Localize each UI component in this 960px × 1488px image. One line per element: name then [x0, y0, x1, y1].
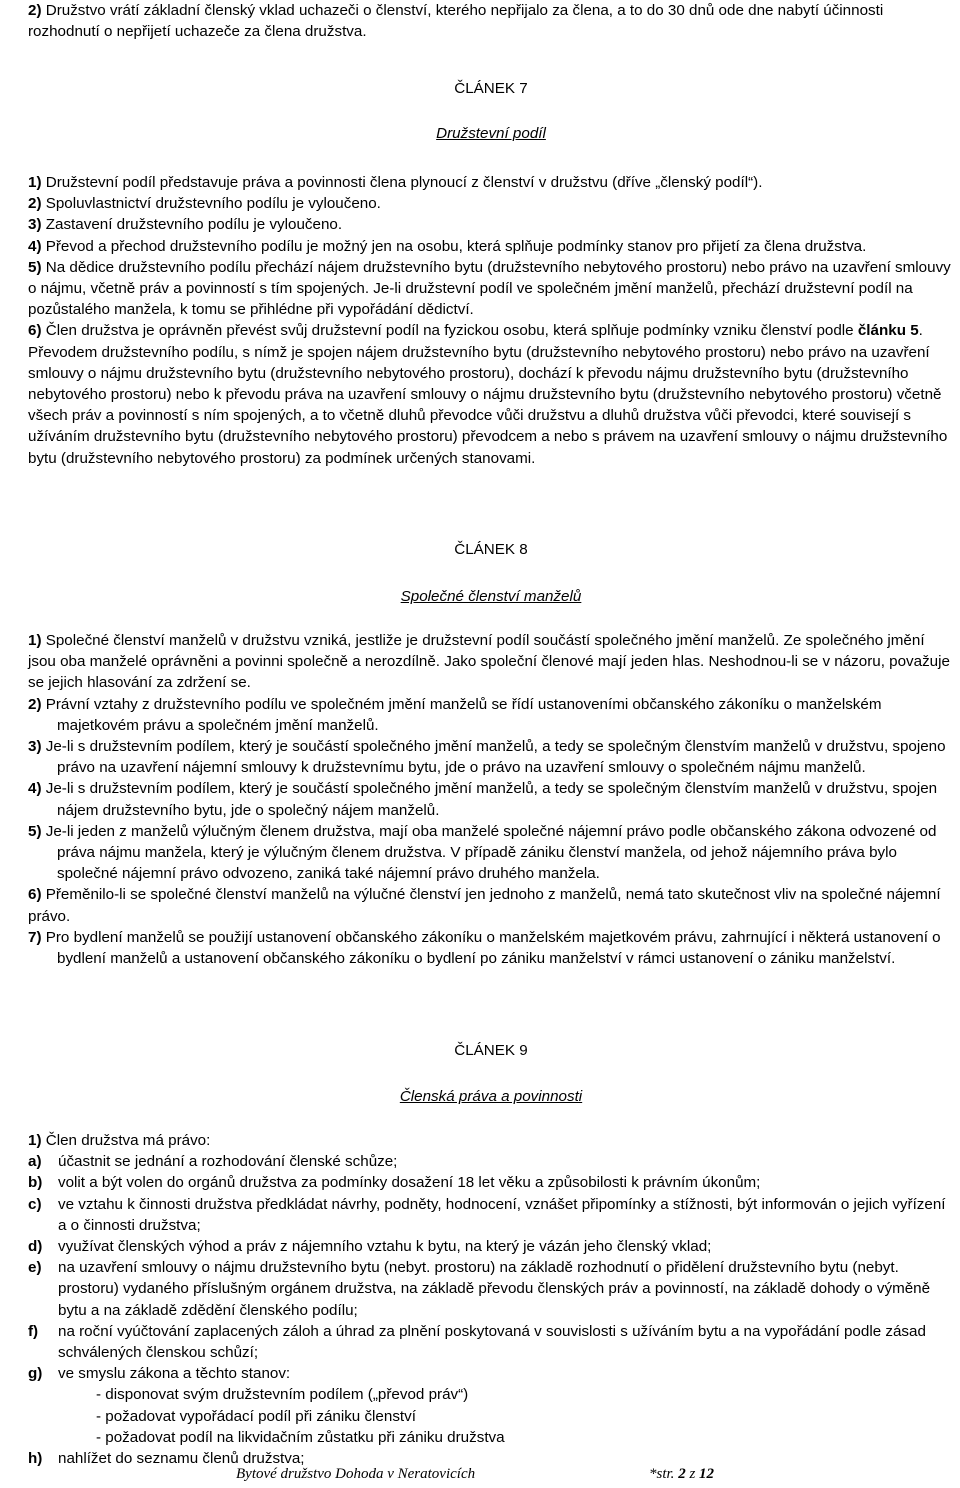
article-7-title: Družstevní podíl: [436, 125, 546, 142]
sub-list-item: - požadovat podíl na likvidačním zůstatku při zániku družstva: [96, 1428, 505, 1446]
list-item: h) nahlížet do seznamu členů družstva;: [28, 1450, 305, 1468]
sub-list-item: - disponovat svým družstevním podílem („převod práv“): [96, 1386, 469, 1404]
article-9-body: 1) Člen družstva má právo: a) účastnit se jednání a rozhodování členské schůze; b) volit a být volen do orgánů družstva za podmínky dosažení 18 let věku a způsobilosti k právním úkonům; c) ve vztahu k činnosti družstva předkládat návrhy, podněty, hodnocení, vznášet připomínky a stížnosti, být informován o jejich vyřízení a o činnosti družstva; d) využívat členských výhod a práv z nájemního vztahu k bytu, na který je vázán jeho členský vklad; e) na uzavření smlouvy o nájmu družstevního bytu (nebyt. prostoru) na základě rozhodnutí o přidělení družstevního bytu (nebyt. prostoru) vydaného příslušným orgánem družstva, na základě převodu členských práv a povinností, na základě dohody o výměně bytu a na základě zdědění členského podílu; f) na roční vyúčtování zaplacených záloh a úhrad za plnění poskytovaná v souvislosti s užíváním bytu a na vypořádání podle zásad schválených členskou schůzí; g) ve smyslu zákona a těchto stanov: - disponovat svým družstevním podílem („převod práv“) - požadovat vypořádací podíl při zániku členství - požadovat podíl na likvidačním zůstatku při zániku družstva h) nahlížet do seznamu členů družstva;: [28, 1130, 954, 1469]
list-item: f) na roční vyúčtování zaplacených záloh a úhrad za plnění poskytovaná v souvislosti s užíváním bytu a na vypořádání podle zásad schválených členskou schůzí;: [28, 1322, 926, 1362]
article-9-heading: ČLÁNEK 9: [454, 1042, 528, 1059]
footer-organization: Bytové družstvo Dohoda v Neratovicích: [236, 1466, 476, 1482]
page-number: *str. 2 z 12: [649, 1466, 715, 1482]
list-item: a) účastnit se jednání a rozhodování členské schůze;: [28, 1153, 398, 1171]
list-item: e) na uzavření smlouvy o nájmu družstevního bytu (nebyt. prostoru) na základě rozhodnutí o přidělení družstevního bytu (nebyt. prostoru) vydaného příslušným orgánem družstva, na základě převodu členských práv a povinností, na základě dohody o výměně bytu a na základě zdědění členského podílu;: [28, 1259, 931, 1319]
article-8-title: Společné členství manželů: [400, 588, 582, 605]
list-item: d) využívat členských výhod a práv z nájemního vztahu k bytu, na který je vázán jeho členský vklad;: [28, 1238, 712, 1256]
article-7-body: 1) Družstevní podíl představuje práva a povinnosti člena plynoucí z členství v družstvu (dříve „členský podíl“). 2) Spoluvlastnictví družstevního podílu je vyloučeno. 3) Zastavení družstevního podílu je vyloučeno. 4) Převod a přechod družstevního podílu je možný jen na osobu, která splňuje podmínky stanov pro přijetí za člena družstva. 5) Na dědice družstevního podílu přechází nájem družstevního bytu (družstevního nebytového prostoru) nebo právo na uzavření smlouvy o nájmu, včetně práv a povinností s tím spojených. Je-li družstevní podíl ve společném jmění manželů, přechází družstevní podíl na pozůstalého manžela, k tomu se přihlédne při vypořádání dědictví. 6) Člen družstva je oprávněn převést svůj družstevní podíl na fyzickou osobu, která splňuje podmínky vzniku členství podle článku 5. Převodem družstevního podílu, s nímž je spojen nájem družstevního bytu (družstevního nebytového prostoru) nebo právo na uzavření smlouvy o nájmu družstevního bytu (družstevního nebytového prostoru), dochází k převodu nájmu družstevního bytu (družstevního nebytového prostoru) nebo k převodu práva na uzavření smlouvy o nájmu družstevního bytu (družstevního nebytového prostoru) včetně všech práv a povinností s ním spojených, a to včetně dluhů převodce vůči družstvu a dluhů družstva vůči převodci, které souvisejí s užíváním družstevního bytu (družstevního nebytového prostoru) převodcem a nebo s právem na uzavření smlouvy o nájmu družstevního bytu (družstevního nebytového prostoru) za podmínek určených stanovami.: [28, 174, 951, 467]
article-9-title: Členská práva a povinnosti: [399, 1088, 583, 1105]
page-footer: [236, 1466, 715, 1483]
article-8-heading: ČLÁNEK 8: [454, 541, 528, 558]
article-7-heading: ČLÁNEK 7: [454, 80, 528, 97]
list-item: g) ve smyslu zákona a těchto stanov:: [28, 1365, 291, 1383]
list-item: c) ve vztahu k činnosti družstva předkládat návrhy, podněty, hodnocení, vznášet připomínky a stížnosti, být informován o jejich vyřízení a o činnosti družstva;: [28, 1195, 946, 1234]
list-item: b) volit a být volen do orgánů družstva za podmínky dosažení 18 let věku a způsobilosti k právním úkonům;: [28, 1174, 761, 1192]
sub-list-item: - požadovat vypořádací podíl při zániku členství: [96, 1407, 416, 1425]
intro-paragraph: 2) Družstvo vrátí základní členský vklad uchazeči o členství, kterého nepřijalo za člena, a to do 30 dnů ode dne nabytí účinnosti rozhodnutí o nepřijetí uchazeče za člena družstva.: [28, 2, 884, 41]
article-8-body: 1) Společné členství manželů v družstvu vzniká, jestliže je družstevní podíl součástí společného jmění manželů. Ze společného jmění jsou oba manželé oprávněni a povinni společně a nerozdílně. Jako společní členové mají jeden hlas. Neshodnou-li se v názoru, považuje se jejich hlasování za zdržení se. 2) Právní vztahy z družstevního podílu ve společném jmění manželů se řídí ustanoveními občanského zákoníku o manželském majetkovém právu a společném jmění manželů. 3) Je-li s družstevním podílem, který je součástí společného jmění manželů, a tedy se společným členstvím manželů v družstvu, spojeno právo na uzavření nájemní smlouvy k družstevnímu bytu, jde o právo na uzavření smlouvy o společném nájmu manželů. 4) Je-li s družstevním podílem, který je součástí společného jmění manželů, a tedy se společným členstvím manželů v družstvu, spojen nájem družstevního bytu, jde o společný nájem manželů. 5) Je-li jeden z manželů výlučným členem družstva, mají oba manželé společné nájemní právo podle občanského zákona odvozené od práva nájmu manžela, který je výlučným členem družstva. V případě zániku členství manžela, od jehož nájemního práva bylo společné nájemní právo odvozeno, zaniká také nájemní právo druhého manžela. 6) Přeměnilo-li se společné členství manželů na výlučné členství jen jednoho z manželů, nemá tato skutečnost vliv na společné nájemní právo. 7) Pro bydlení manželů se použijí ustanovení občanského zákoníku o manželském majetkovém právu, zahrnující i některá ustanovení o bydlení manželů a ustanovení občanského zákoníku o bydlení po zániku manželství v rámci ustanovení o zániku manželství.: [28, 632, 950, 968]
